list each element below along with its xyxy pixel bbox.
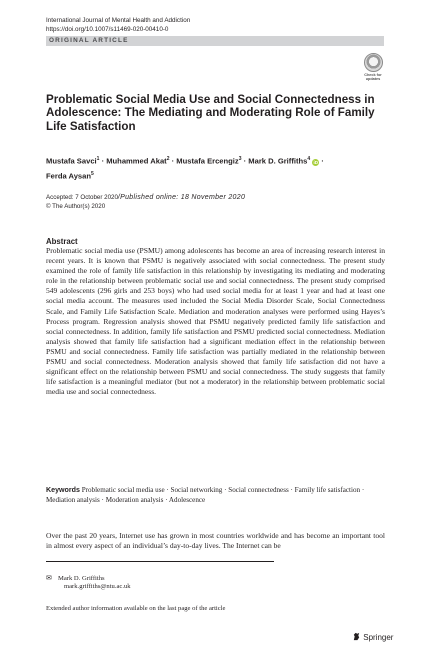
section-label: ORIGINAL ARTICLE (46, 36, 384, 46)
check-for-updates-badge[interactable] (362, 53, 384, 82)
journal-header (46, 16, 190, 34)
author-list (46, 153, 382, 182)
extended-author-info: Extended author information available on the last page of the article (46, 605, 226, 612)
author-name[interactable]: Muhammed Akat (106, 156, 167, 166)
keywords-label: Keywords (46, 486, 80, 494)
journal-name: International Journal of Mental Health and Addiction (46, 17, 191, 24)
springer-horse-icon (352, 632, 361, 641)
keywords-text: Problematic social media use · Social networking · Social connectedness · Family life satisfaction · Mediation analysis · Moderation analysis · Adolescence (46, 486, 365, 505)
author-name[interactable]: Mustafa Savci (46, 156, 97, 166)
author-affiliation: 5 (91, 170, 94, 177)
check-for-updates-icon (364, 53, 383, 72)
accepted-date: Accepted: 7 October 2020 (46, 194, 118, 201)
badge-line2: updates (365, 77, 381, 82)
body-intro: Over the past 20 years, Internet use has grown in most countries worldwide and has become an important tool in almost every aspect of an individual’s day-to-day lives. The Internet can be (46, 531, 385, 551)
author-name[interactable]: Ferda Aysan (46, 171, 92, 181)
publisher-name: Springer (363, 633, 394, 642)
publisher-logo (352, 632, 393, 642)
correspondence-email[interactable]: mark.griffiths@ntu.ac.uk (64, 583, 131, 591)
orcid-icon[interactable]: iD (313, 159, 319, 165)
copyright: © The Author(s) 2020 (46, 203, 106, 210)
published-date: /Published online: 18 November 2020 (117, 194, 246, 201)
author-separator: · (171, 156, 175, 166)
author-name[interactable]: Mustafa Ercengiz (176, 156, 239, 166)
badge-line1: Check for (364, 73, 382, 77)
article-dates (46, 193, 245, 211)
author-separator: · (321, 156, 324, 166)
author-affiliation: 1 (96, 156, 100, 162)
author-separator: · (101, 156, 105, 166)
correspondence-name: Mark D. Griffiths (58, 575, 105, 582)
correspondence (46, 574, 131, 592)
author-affiliation: 4 (307, 156, 311, 162)
author-affiliation: 3 (238, 156, 242, 162)
abstract-heading: Abstract (46, 237, 78, 246)
author-name[interactable]: Mark D. Griffiths (248, 156, 308, 166)
abstract-text: Problematic social media use (PSMU) among adolescents has become an area of increasing research interest in recent years. It is known that PSMU is negatively associated with social connectedness. The present study examined the role of family life satisfaction in this relationship by investigating its mediating and moderating role in the relationship between problematic social use and social connectedness. The present study comprised 549 adolescents (296 girls and 253 boys) who had used social media for at least 1 year and had at least one social media account. The measures used included the Social Media Disorder Scale, Social Connectedness Scale, and Family Life Satisfaction Scale. Mediation and moderation analyses were performed using Hayes’s Process program. Regression analysis showed that PSMU negatively predicted family life satisfaction and social connectedness. In addition, family life satisfaction and PSMU predicted social connectedness. Mediation analysis showed that family life satisfaction had a significant mediation effect in the relationship between PSMU and social connectedness. Family life satisfaction was partially mediated in the relationship between PSMU and social connectedness. Moderation analysis showed that family life satisfaction did not have a significant effect on the relationship between PSMU and social connectedness. The study suggests that family life satisfaction is a meaningful mediator (but not a moderator) in the relationship between problematic social media use and social connectedness. (46, 246, 385, 397)
author-separator: · (243, 156, 247, 166)
article-title: Problematic Social Media Use and Social Connectedness in Adolescence: The Mediating and Moderating Role of Family Life Satisfaction (46, 93, 375, 133)
doi-link[interactable]: https://doi.org/10.1007/s11469-020-00410-0 (46, 26, 169, 33)
author-affiliation: 2 (166, 156, 170, 162)
keywords (46, 485, 385, 506)
footnote-rule (46, 561, 274, 562)
envelope-icon: ✉ (46, 574, 52, 582)
